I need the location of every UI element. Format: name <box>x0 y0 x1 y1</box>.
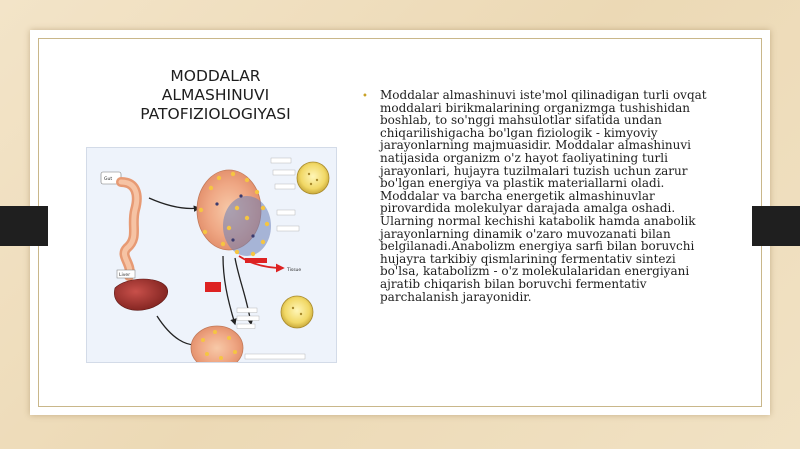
tissue-label: Tissue <box>287 268 302 273</box>
bottom-label-boxes <box>237 308 259 329</box>
left-edge-bar <box>0 206 48 246</box>
title-line-1: MODDALAR <box>170 67 261 85</box>
red-label-box <box>245 258 267 263</box>
adipocyte-bottom-icon <box>281 296 313 328</box>
adipocyte-top-icon <box>297 162 329 194</box>
gut-icon <box>101 172 137 276</box>
bullet-text: Moddalar almashinuvi iste'mol qilinadigan turli ovqat moddalari birikmalarining organizmga tushishidan boshlab, to so'nggi mahsulotlar sifatida undan chiqarilishigacha bo'lgan fiziologik - kimyoviy jarayonlarning majmuasidir. Moddalar almashinuvi natijasida organizm o'z hayot faoliyatining turli jarayonlari, hujayra tuzilmalari tuzish uchun zarur bo'lgan energiya va plastik materiallarni oladi. Moddalar va barcha energetik almashinuvlar pirovardida molekulyar darajada amalga oshadi. Ularning normal kechishi katabolik hamda anabolik jarayonlarning dinamik o'zaro muvozanati bilan belgilanadi.Anabolizm energiya sarfi bilan boruvchi hujayra tarkibiy qismlarining fermentativ sintezi bo'lsa, katabolizm - o'z molekulalaridan energiyani ajratib chiqarish bilan boruvchi fermentativ parchalanish jarayonidir. <box>380 88 707 304</box>
bullet-list <box>362 89 718 303</box>
bottom-cell-icon <box>191 326 243 362</box>
gut-label: Gut <box>104 177 113 182</box>
title-line-3: PATOFIZIOLOGIYASI <box>140 105 291 123</box>
right-edge-bar <box>752 206 800 246</box>
liver-label: Liver <box>119 273 131 278</box>
title-line-2: ALMASHINUVI <box>161 86 270 104</box>
arrow-cell-to-bottom-1 <box>223 256 235 324</box>
legend-boxes <box>271 158 299 231</box>
bullet-icon: • <box>362 91 368 102</box>
liver-icon <box>114 270 167 310</box>
slide-title <box>108 67 323 124</box>
arrow-cell-to-bottom-2 <box>235 258 251 324</box>
metabolism-diagram-svg <box>87 148 336 362</box>
metabolism-diagram-image <box>86 147 337 363</box>
cell-cluster-icon <box>197 170 271 256</box>
red-marker-box <box>205 282 221 292</box>
bottom-caption-box <box>245 354 305 359</box>
arrow-gut-to-cell <box>149 198 199 209</box>
